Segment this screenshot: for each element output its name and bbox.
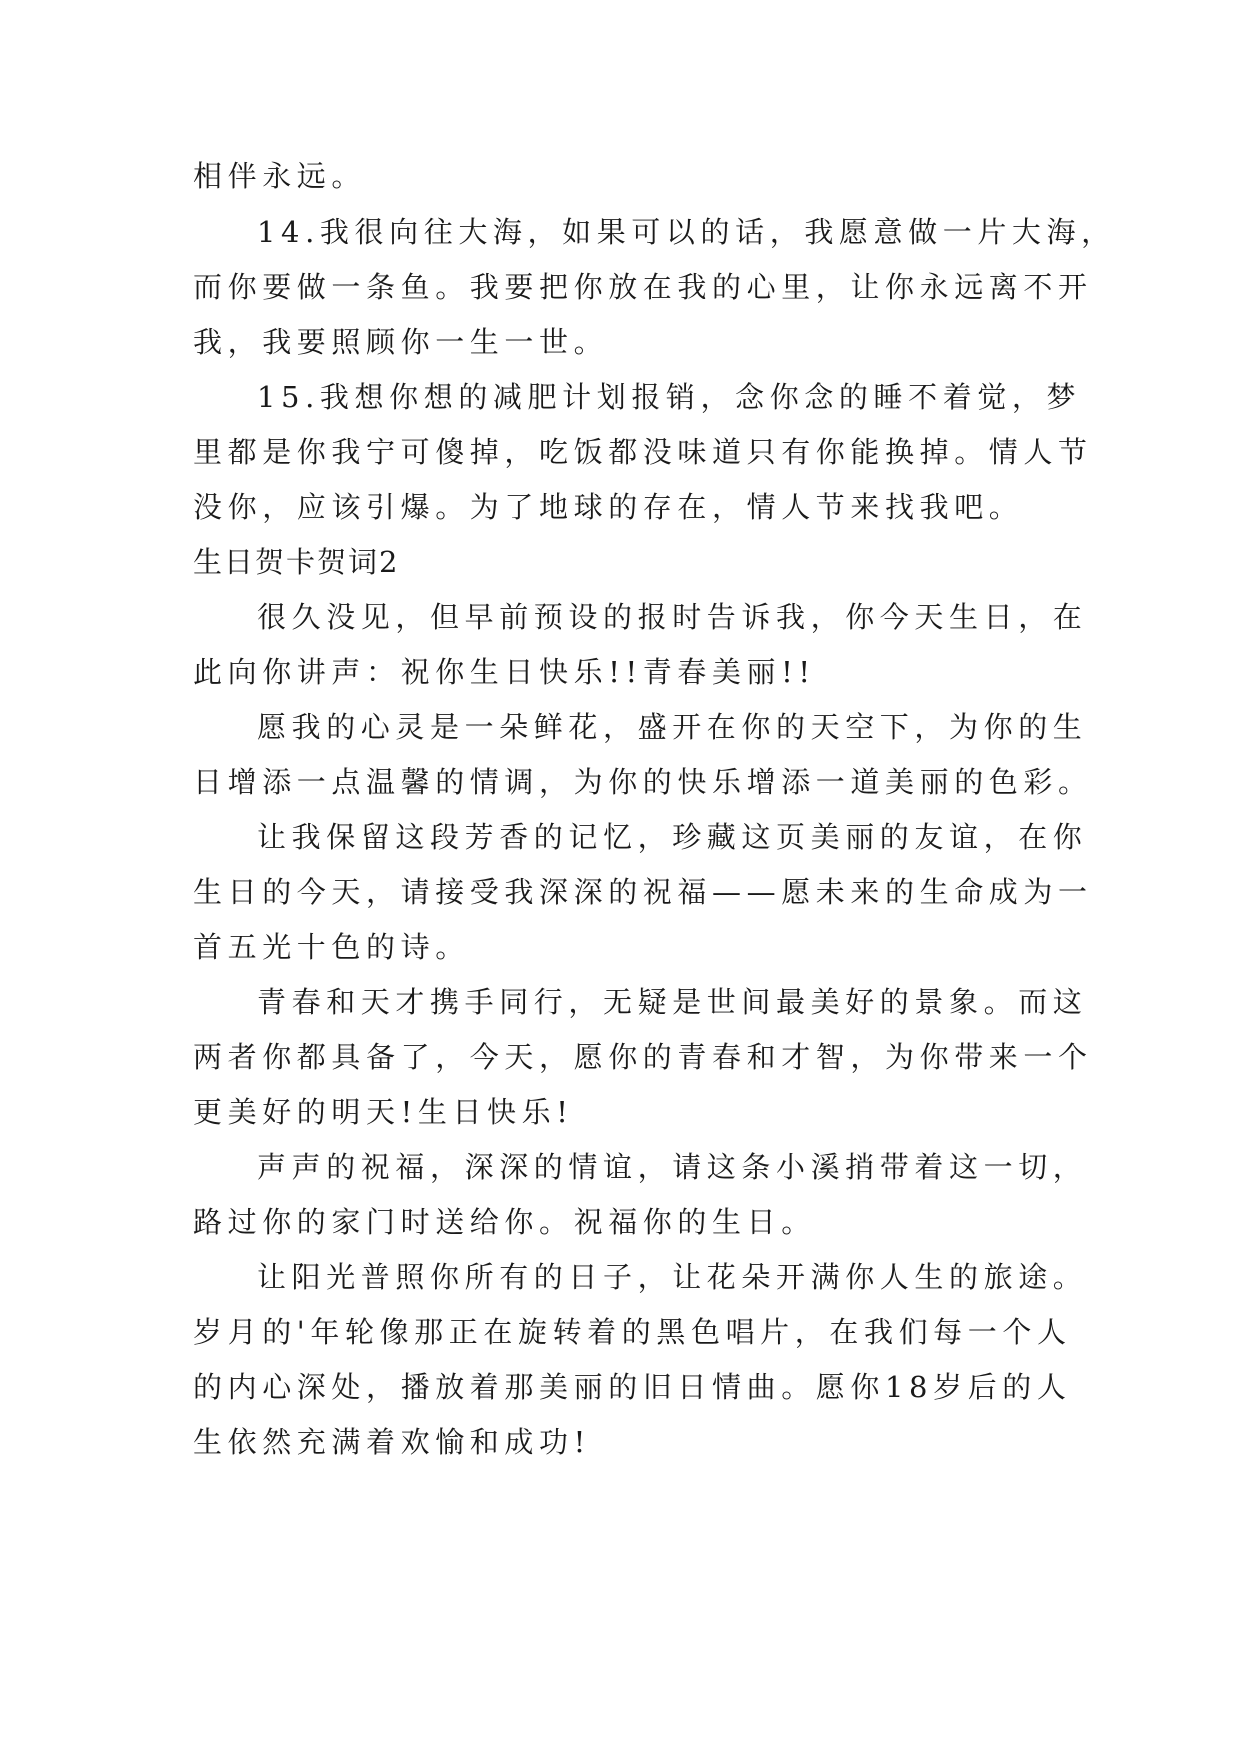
text-line: 日增添一点温馨的情调，为你的快乐增添一道美丽的色彩。 [193, 765, 1093, 799]
text-line: 里都是你我宁可傻掉，吃饭都没味道只有你能换掉。情人节 [193, 435, 1093, 469]
paragraph-start: 很久没见，但早前预设的报时告诉我，你今天生日，在 [257, 600, 1088, 634]
paragraph-start: 声声的祝福，深深的情谊，请这条小溪捎带着这一切， [257, 1150, 1088, 1184]
text-line: 两者你都具备了，今天，愿你的青春和才智，为你带来一个 [193, 1040, 1093, 1074]
text-line: 生依然充满着欢愉和成功! [193, 1425, 591, 1459]
text-line: 生日的今天，请接受我深深的祝福——愿未来的生命成为一 [193, 875, 1093, 909]
paragraph-start: 让我保留这段芳香的记忆，珍藏这页美丽的友谊，在你 [257, 820, 1088, 854]
paragraph-start: 让阳光普照你所有的日子，让花朵开满你人生的旅途。 [257, 1260, 1088, 1294]
paragraph-start: 青春和天才携手同行，无疑是世间最美好的景象。而这 [257, 985, 1088, 1019]
text-line: 路过你的家门时送给你。祝福你的生日。 [193, 1205, 816, 1239]
text-line: 没你，应该引爆。为了地球的存在，情人节来找我吧。 [193, 490, 1024, 524]
text-line: 相伴永远。 [193, 159, 367, 193]
text-line: 首五光十色的诗。 [193, 930, 470, 964]
text-line: 而你要做一条鱼。我要把你放在我的心里，让你永远离不开 [193, 270, 1093, 304]
section-heading: 生日贺卡贺词2 [193, 545, 400, 579]
list-item-15: 15.我想你想的减肥计划报销，念你念的睡不着觉，梦 [257, 380, 1082, 414]
text-line: 此向你讲声：祝你生日快乐!!青春美丽!! [193, 655, 816, 689]
text-line: 的内心深处，播放着那美丽的旧日情曲。愿你18岁后的人 [193, 1370, 1072, 1404]
text-line: 岁月的'年轮像那正在旋转着的黑色唱片，在我们每一个人 [193, 1315, 1072, 1349]
list-item-14: 14.我很向往大海，如果可以的话，我愿意做一片大海， [257, 215, 1116, 249]
text-line: 更美好的明天!生日快乐! [193, 1095, 574, 1129]
text-line: 我，我要照顾你一生一世。 [193, 325, 609, 359]
paragraph-start: 愿我的心灵是一朵鲜花，盛开在你的天空下，为你的生 [257, 710, 1088, 744]
